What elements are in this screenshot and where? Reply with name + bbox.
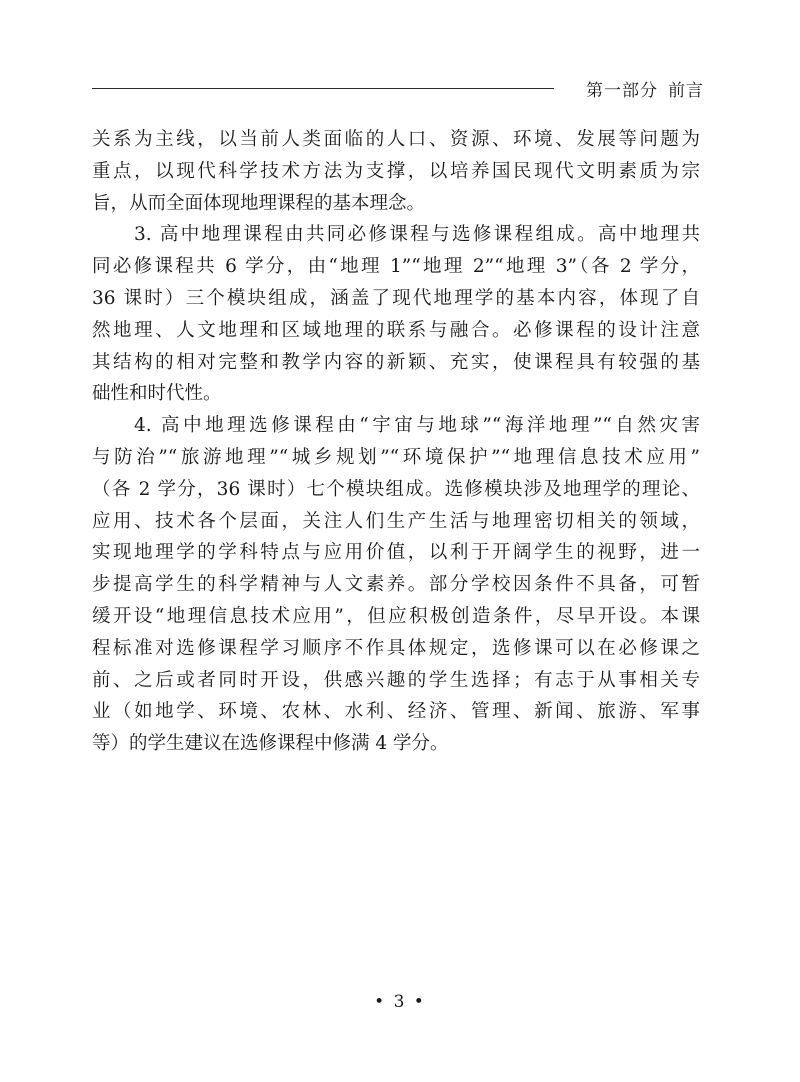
- text-line: 缓开设“地理信息技术应用”，但应积极创造条件，尽早开设。本课: [92, 605, 700, 627]
- text-line: 36 课时）三个模块组成，涵盖了现代地理学的基本内容，体现了自: [92, 287, 700, 309]
- text-line: 关系为主线，以当前人类面临的人口、资源、环境、发展等问题为: [92, 129, 700, 150]
- text-line: （各 2 学分，36 课时）七个模块组成。选修模块涉及地理学的理论、: [92, 478, 700, 500]
- text-line: 业（如地学、环境、农林、水利、经济、管理、新闻、旅游、军事: [92, 701, 700, 723]
- text-line: 程标准对选修课程学习顺序不作具体规定，选修课可以在必修课之: [92, 637, 700, 659]
- text-line: 前、之后或者同时开设，供感兴趣的学生选择；有志于从事相关专: [92, 669, 700, 691]
- text-line: 步提高学生的科学精神与人文素养。部分学校因条件不具备，可暂: [92, 574, 700, 596]
- header-part: 第一部分: [586, 81, 658, 101]
- text-line: 础性和时代性。: [92, 383, 222, 405]
- header-section: 前言: [668, 81, 704, 101]
- text-line: 同必修课程共 6 学分，由“地理 1”“地理 2”“地理 3”（各 2 学分，: [92, 256, 700, 278]
- text-line: 应用、技术各个层面，关注人们生产生活与地理密切相关的领域，: [92, 510, 700, 532]
- page-number: • 3 •: [374, 992, 426, 1012]
- text-line: 旨，从而全面体现地理课程的基本理念。: [92, 192, 426, 214]
- text-line: 3. 高中地理课程由共同必修课程与选修课程组成。高中地理共: [134, 224, 700, 246]
- header-rule: [92, 88, 554, 89]
- text-line: 重点，以现代科学技术方法为支撑，以培养国民现代文明素质为宗: [92, 160, 700, 182]
- text-line: 其结构的相对完整和教学内容的新颖、充实，使课程具有较强的基: [92, 351, 700, 373]
- running-header: [92, 76, 704, 102]
- text-line: 4. 高中地理选修课程由“宇宙与地球”“海洋地理”“自然灾害: [134, 415, 700, 437]
- text-line: 然地理、人文地理和区域地理的联系与融合。必修课程的设计注意: [92, 319, 700, 341]
- text-line: 实现地理学的学科特点与应用价值，以利于开阔学生的视野，进一: [92, 542, 700, 564]
- header-title: [586, 76, 704, 101]
- body-text: [92, 124, 700, 760]
- text-line: 等）的学生建议在选修课程中修满 4 学分。: [92, 733, 449, 755]
- text-line: 与防治”“旅游地理”“城乡规划”“环境保护”“地理信息技术应用”: [92, 446, 700, 468]
